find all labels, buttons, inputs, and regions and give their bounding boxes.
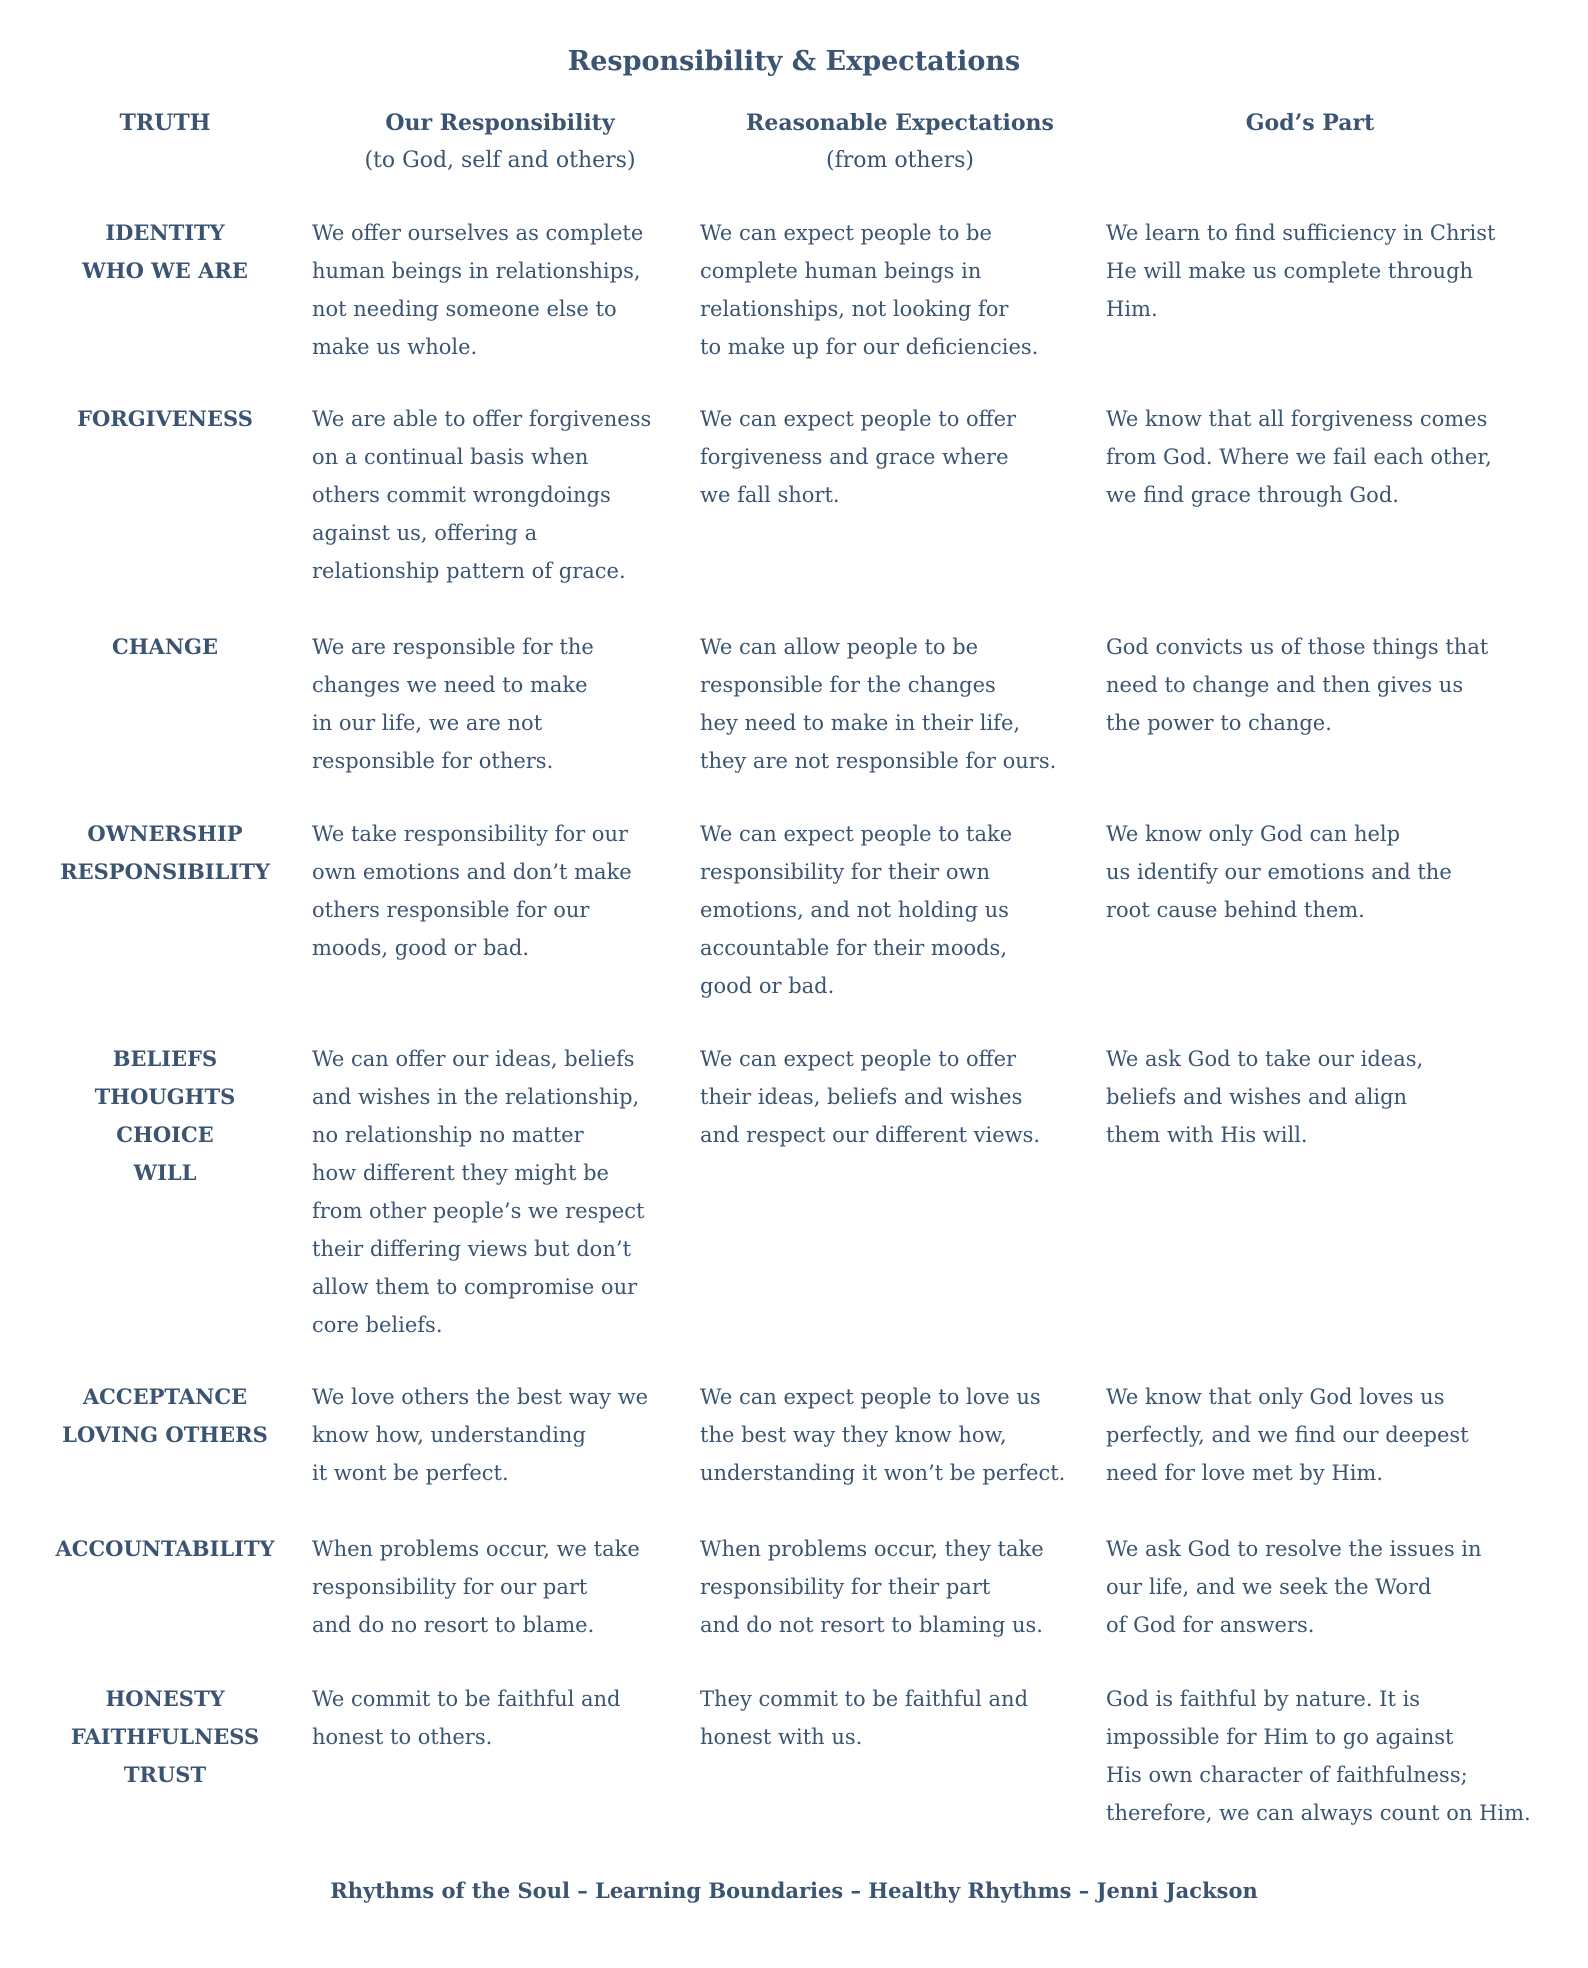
expectations-cell-line: hey need to make in their life, — [700, 711, 1021, 735]
expectations-cell-line: their ideas, beliefs and wishes — [700, 1085, 1023, 1109]
header-responsibility-label: Our Responsibility — [385, 110, 615, 136]
responsibility-cell-line: human beings in relationships, — [312, 259, 641, 283]
expectations-cell-line: We can expect people to take — [700, 822, 1013, 846]
gods-part-cell — [1106, 628, 1546, 742]
truth-cell-line: LOVING OTHERS — [62, 1422, 268, 1447]
responsibility-cell — [312, 1530, 697, 1644]
expectations-cell-line: We can expect people to offer — [700, 407, 1017, 431]
header-responsibility-sub: (to God, self and others) — [364, 148, 636, 173]
expectations-cell-line: We can expect people to be — [700, 221, 992, 245]
expectations-cell-line: We can expect people to offer — [700, 1047, 1017, 1071]
header-expectations — [700, 104, 1100, 180]
truth-cell — [40, 628, 290, 666]
responsibility-cell-line: from other people’s we respect — [312, 1199, 645, 1223]
responsibility-cell-line: We love others the best way we — [312, 1385, 649, 1409]
expectations-cell-line: we fall short. — [700, 483, 840, 507]
responsibility-cell — [312, 214, 697, 366]
header-responsibility — [300, 104, 700, 180]
expectations-cell — [700, 1680, 1100, 1756]
responsibility-cell-line: moods, good or bad. — [312, 936, 530, 960]
responsibility-cell-line: and do no resort to blame. — [312, 1613, 595, 1637]
responsibility-cell-line: relationship pattern of grace. — [312, 559, 626, 583]
responsibility-cell-line: others commit wrongdoings — [312, 483, 611, 507]
truth-cell-line: RESPONSIBILITY — [60, 859, 270, 884]
header-expectations-label: Reasonable Expectations — [746, 110, 1054, 136]
truth-cell — [40, 1378, 290, 1454]
responsibility-cell — [312, 400, 697, 590]
expectations-cell — [700, 1378, 1100, 1492]
gods-part-cell-line: We ask God to resolve the issues in — [1106, 1537, 1482, 1561]
gods-part-cell-line: impossible for Him to go against — [1106, 1725, 1454, 1749]
gods-part-cell — [1106, 1680, 1546, 1832]
expectations-cell-line: understanding it won’t be perfect. — [700, 1461, 1066, 1485]
expectations-cell — [700, 1040, 1100, 1154]
truth-cell — [40, 1680, 290, 1794]
responsibility-cell-line: know how, understanding — [312, 1423, 586, 1447]
responsibility-cell-line: not needing someone else to — [312, 297, 617, 321]
gods-part-cell-line: need for love met by Him. — [1106, 1461, 1384, 1485]
truth-cell-line: CHOICE — [116, 1122, 214, 1147]
truth-cell-line: TRUST — [123, 1762, 207, 1787]
gods-part-cell-line: Him. — [1106, 297, 1158, 321]
responsibility-cell-line: how different they might be — [312, 1161, 609, 1185]
responsibility-cell-line: in our life, we are not — [312, 711, 543, 735]
gods-part-cell-line: our life, and we seek the Word — [1106, 1575, 1432, 1599]
expectations-cell-line: accountable for their moods, — [700, 936, 1008, 960]
gods-part-cell — [1106, 1378, 1546, 1492]
truth-cell — [40, 214, 290, 290]
responsibility-cell — [312, 1040, 697, 1344]
expectations-cell-line: When problems occur, they take — [700, 1537, 1044, 1561]
gods-part-cell-line: His own character of faithfulness; — [1106, 1763, 1468, 1787]
responsibility-cell-line: We take responsibility for our — [312, 822, 629, 846]
gods-part-cell-line: need to change and then gives us — [1106, 673, 1464, 697]
gods-part-cell-line: from God. Where we fail each other, — [1106, 445, 1492, 469]
responsibility-cell — [312, 1680, 697, 1756]
responsibility-cell-line: and wishes in the relationship, — [312, 1085, 640, 1109]
expectations-cell-line: responsible for the changes — [700, 673, 996, 697]
truth-cell-line: THOUGHTS — [94, 1084, 236, 1109]
header-truth-label: TRUTH — [119, 110, 211, 136]
expectations-cell-line: emotions, and not holding us — [700, 898, 1009, 922]
truth-cell-line: OWNERSHIP — [87, 821, 243, 846]
responsibility-cell-line: no relationship no matter — [312, 1123, 584, 1147]
expectations-cell-line: good or bad. — [700, 974, 835, 998]
gods-part-cell-line: He will make us complete through — [1106, 259, 1474, 283]
expectations-cell-line: We can allow people to be — [700, 635, 979, 659]
gods-part-cell-line: the power to change. — [1106, 711, 1332, 735]
gods-part-cell-line: beliefs and wishes and align — [1106, 1085, 1408, 1109]
responsibility-cell-line: responsibility for our part — [312, 1575, 588, 1599]
truth-cell-line: HONESTY — [105, 1686, 225, 1711]
truth-cell-line: IDENTITY — [105, 220, 225, 245]
header-gods-part — [1100, 104, 1520, 142]
expectations-cell-line: We can expect people to love us — [700, 1385, 1041, 1409]
expectations-cell-line: the best way they know how, — [700, 1423, 1007, 1447]
truth-cell — [40, 1530, 290, 1568]
gods-part-cell-line: We know only God can help — [1106, 822, 1401, 846]
responsibility-cell-line: make us whole. — [312, 335, 478, 359]
responsibility-cell-line: against us, offering a — [312, 521, 538, 545]
page-title: Responsibility & Expectations — [567, 46, 1021, 77]
truth-cell-line: WILL — [133, 1160, 197, 1185]
responsibility-cell-line: We commit to be faithful and — [312, 1687, 621, 1711]
gods-part-cell — [1106, 1040, 1546, 1154]
responsibility-cell — [312, 1378, 697, 1492]
gods-part-cell-line: of God for answers. — [1106, 1613, 1315, 1637]
responsibility-cell-line: We are able to offer forgiveness — [312, 407, 652, 431]
expectations-cell — [700, 1530, 1100, 1644]
responsibility-cell-line: changes we need to make — [312, 673, 588, 697]
truth-cell-line: BELIEFS — [112, 1046, 218, 1071]
expectations-cell-line: forgiveness and grace where — [700, 445, 1009, 469]
truth-cell-line: ACCEPTANCE — [82, 1384, 248, 1409]
expectations-cell-line: responsibility for their part — [700, 1575, 991, 1599]
expectations-cell-line: responsibility for their own — [700, 860, 991, 884]
expectations-cell-line: relationships, not looking for — [700, 297, 1009, 321]
responsibility-cell-line: others responsible for our — [312, 898, 590, 922]
responsibility-cell-line: own emotions and don’t make — [312, 860, 632, 884]
gods-part-cell-line: them with His will. — [1106, 1123, 1308, 1147]
responsibility-cell-line: When problems occur, we take — [312, 1537, 640, 1561]
header-expectations-sub: (from others) — [825, 148, 974, 173]
gods-part-cell-line: God is faithful by nature. It is — [1106, 1687, 1421, 1711]
responsibility-cell — [312, 628, 697, 780]
gods-part-cell-line: therefore, we can always count on Him. — [1106, 1801, 1531, 1825]
expectations-cell-line: honest with us. — [700, 1725, 863, 1749]
responsibility-cell-line: responsible for others. — [312, 749, 554, 773]
responsibility-cell-line: We offer ourselves as complete — [312, 221, 644, 245]
expectations-cell — [700, 815, 1100, 1005]
truth-cell — [40, 400, 290, 438]
expectations-cell-line: and respect our different views. — [700, 1123, 1041, 1147]
expectations-cell — [700, 400, 1100, 514]
truth-cell — [40, 1040, 290, 1192]
truth-cell-line: WHO WE ARE — [82, 258, 248, 283]
truth-cell-line: CHANGE — [112, 634, 218, 659]
expectations-cell — [700, 214, 1100, 366]
truth-cell-line: ACCOUNTABILITY — [55, 1536, 275, 1561]
responsibility-cell-line: on a continual basis when — [312, 445, 589, 469]
gods-part-cell-line: God convicts us of those things that — [1106, 635, 1489, 659]
expectations-cell-line: They commit to be faithful and — [700, 1687, 1029, 1711]
gods-part-cell-line: We ask God to take our ideas, — [1106, 1047, 1424, 1071]
gods-part-cell-line: We learn to find sufficiency in Christ — [1106, 221, 1496, 245]
gods-part-cell — [1106, 214, 1546, 328]
gods-part-cell-line: we find grace through God. — [1106, 483, 1399, 507]
responsibility-cell — [312, 815, 697, 967]
gods-part-cell — [1106, 400, 1546, 514]
gods-part-cell — [1106, 815, 1546, 929]
gods-part-cell-line: root cause behind them. — [1106, 898, 1365, 922]
header-truth — [40, 104, 290, 142]
truth-cell-line: FORGIVENESS — [77, 406, 253, 431]
gods-part-cell-line: We know that only God loves us — [1106, 1385, 1445, 1409]
page-footer: Rhythms of the Soul – Learning Boundaries – Healthy Rhythms – Jenni Jackson — [330, 1878, 1258, 1903]
responsibility-cell-line: honest to others. — [312, 1725, 493, 1749]
truth-cell — [40, 815, 290, 891]
gods-part-cell — [1106, 1530, 1546, 1644]
expectations-cell-line: to make up for our deficiencies. — [700, 335, 1039, 359]
truth-cell-line: FAITHFULNESS — [70, 1724, 260, 1749]
responsibility-cell-line: We are responsible for the — [312, 635, 594, 659]
responsibility-cell-line: their differing views but don’t — [312, 1237, 631, 1261]
gods-part-cell-line: perfectly, and we find our deepest — [1106, 1423, 1469, 1447]
expectations-cell-line: complete human beings in — [700, 259, 982, 283]
responsibility-cell-line: allow them to compromise our — [312, 1275, 638, 1299]
responsibility-cell-line: core beliefs. — [312, 1313, 443, 1337]
gods-part-cell-line: We know that all forgiveness comes — [1106, 407, 1488, 431]
responsibility-cell-line: We can offer our ideas, beliefs — [312, 1047, 635, 1071]
expectations-cell-line: and do not resort to blaming us. — [700, 1613, 1043, 1637]
expectations-cell-line: they are not responsible for ours. — [700, 749, 1057, 773]
header-gods-part-label: God’s Part — [1245, 110, 1375, 136]
gods-part-cell-line: us identify our emotions and the — [1106, 860, 1452, 884]
expectations-cell — [700, 628, 1100, 780]
responsibility-cell-line: it wont be perfect. — [312, 1461, 509, 1485]
